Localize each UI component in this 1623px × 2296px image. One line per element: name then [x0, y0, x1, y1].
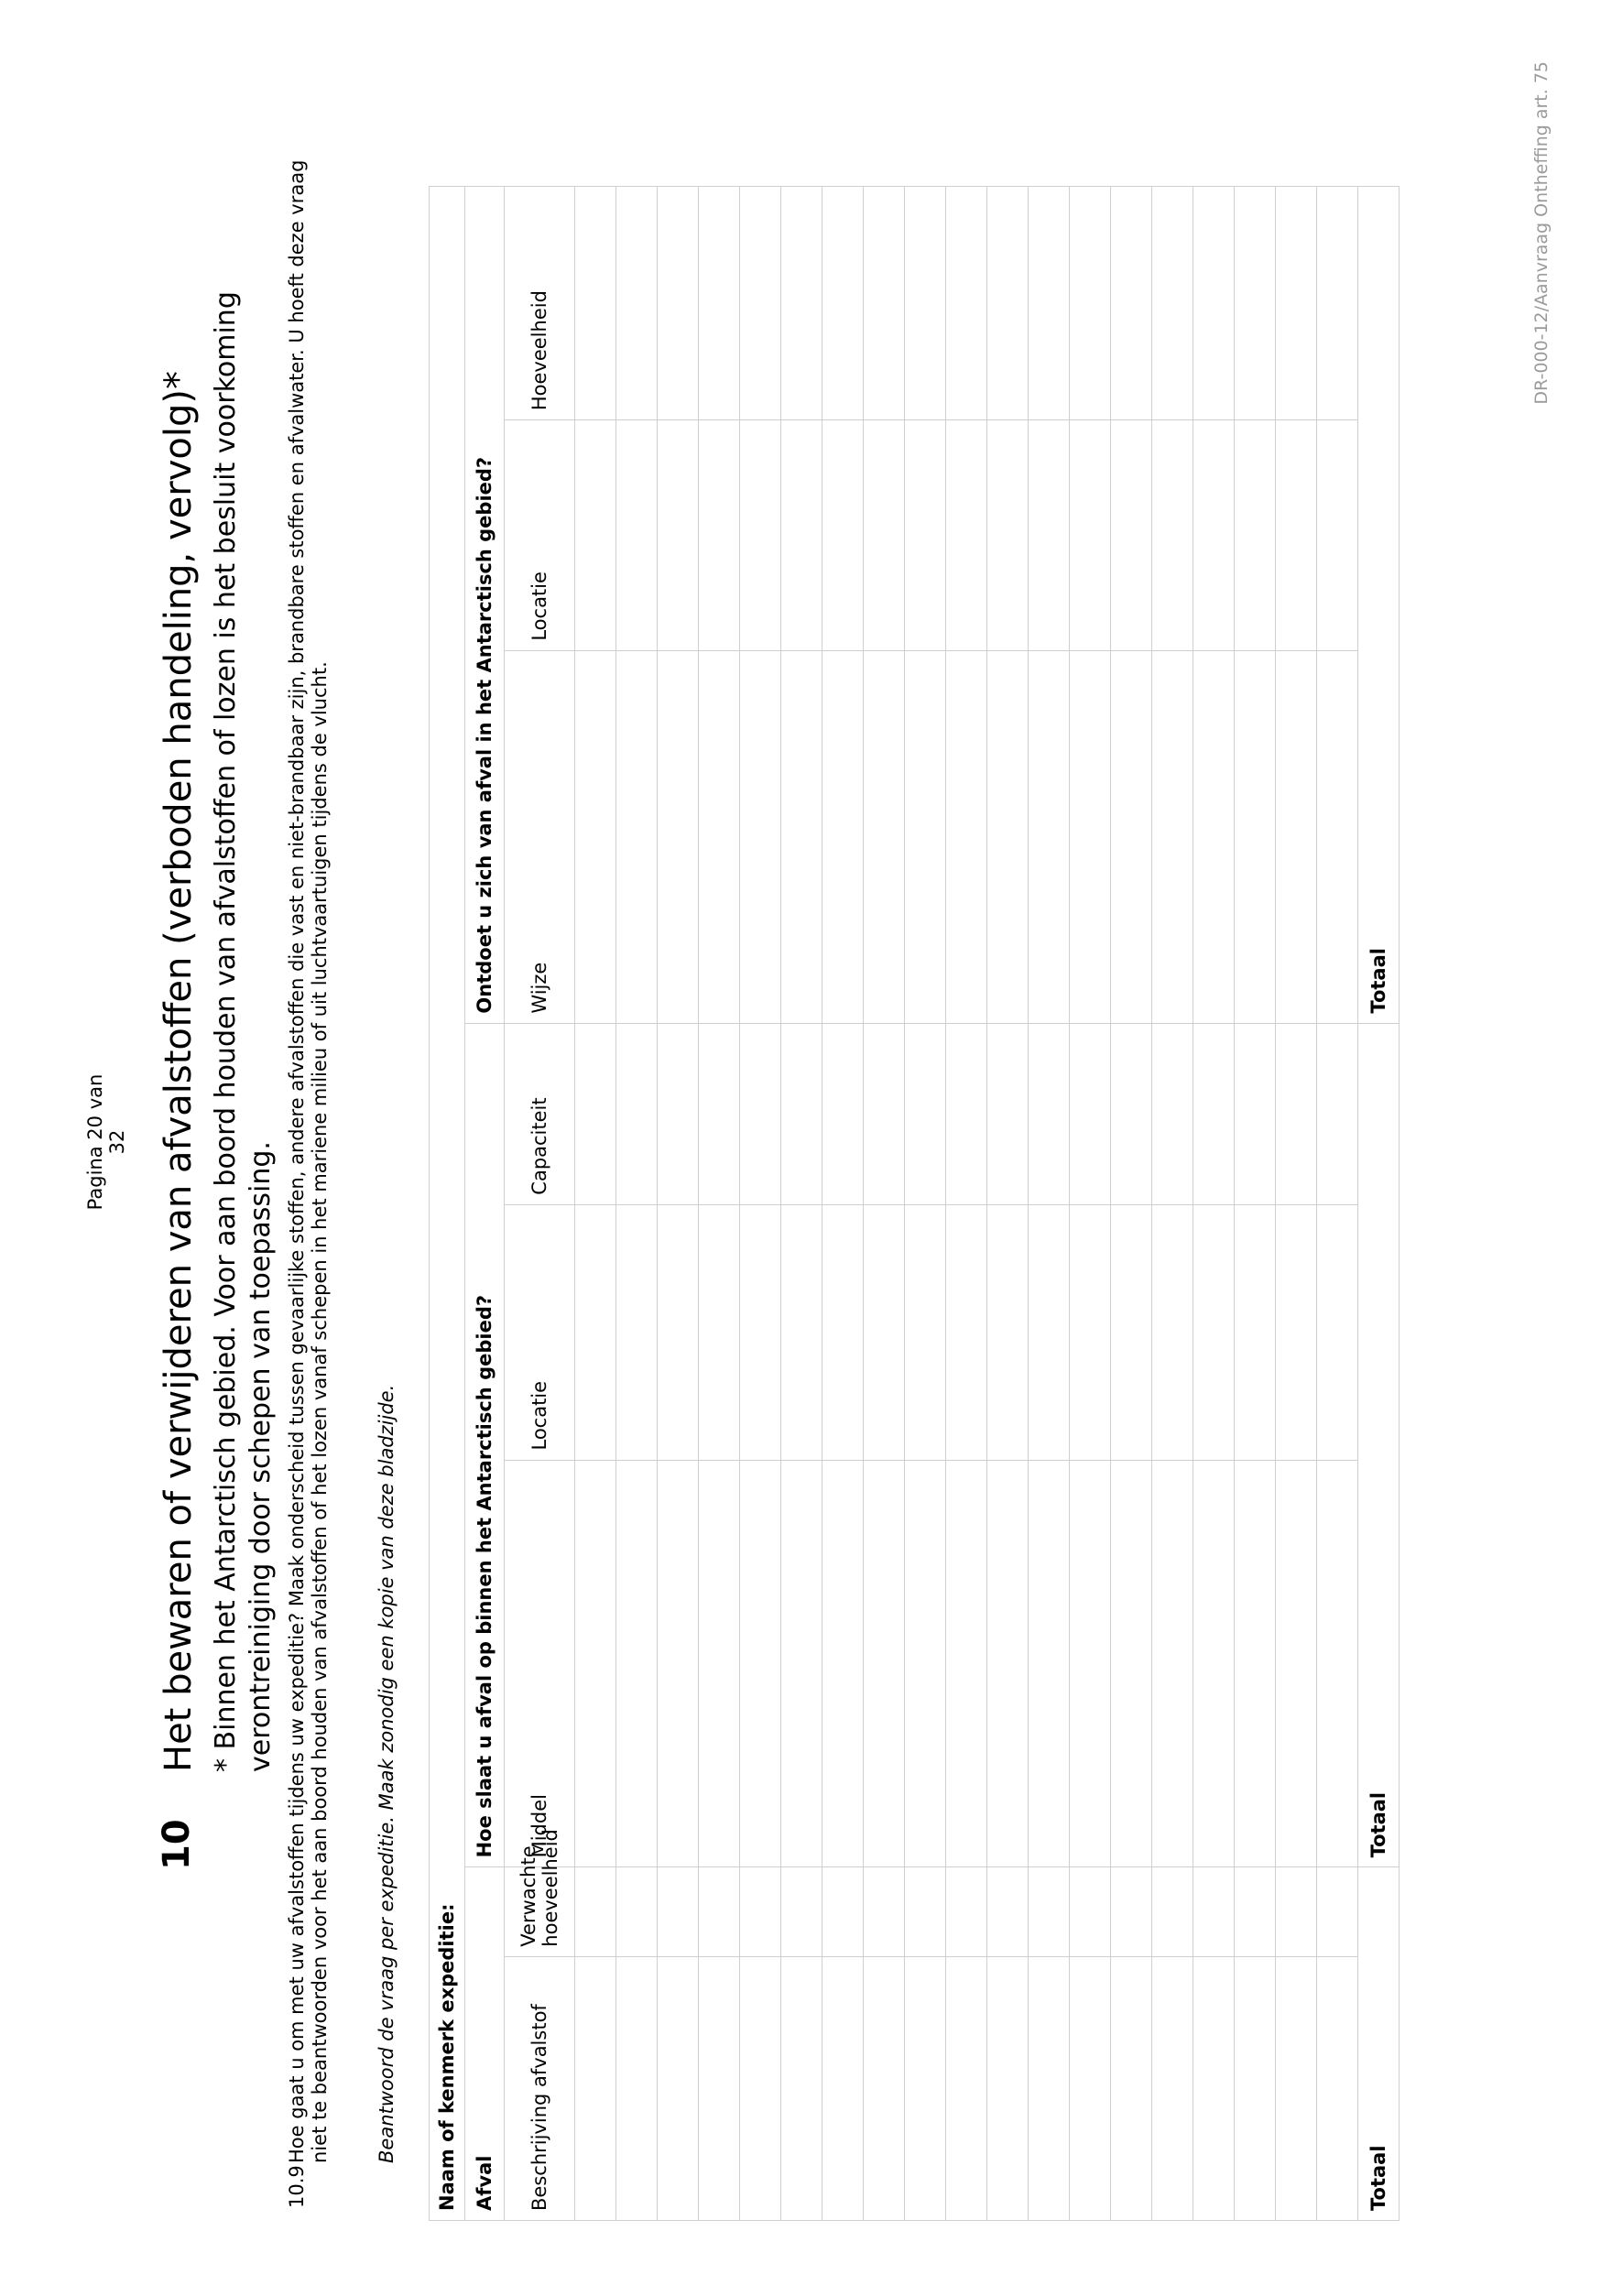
table-cell[interactable] — [905, 420, 946, 651]
table-row — [575, 187, 616, 2221]
table-cell[interactable] — [575, 1204, 616, 1460]
table-cell[interactable] — [946, 420, 987, 651]
table-cell[interactable] — [781, 1460, 822, 1867]
table-cell[interactable] — [1317, 420, 1358, 651]
table-cell[interactable] — [1317, 1023, 1358, 1204]
table-cell[interactable] — [616, 1460, 658, 1867]
table-cell[interactable] — [1317, 1460, 1358, 1867]
col-header-quantity: Hoeveelheid — [505, 187, 575, 420]
table-cell[interactable] — [864, 1204, 905, 1460]
table-row — [616, 187, 658, 2221]
table-cell[interactable] — [781, 1867, 822, 1956]
table-cell[interactable] — [1193, 1867, 1235, 1956]
column-header-row — [505, 187, 575, 2221]
table-row — [987, 187, 1029, 2221]
table-cell[interactable] — [1317, 650, 1358, 1023]
group-header-row — [465, 187, 505, 2221]
total-storage: Totaal — [1358, 1023, 1400, 1867]
table-row — [1193, 187, 1235, 2221]
table-cell[interactable] — [616, 1204, 658, 1460]
table-cell[interactable] — [822, 1023, 864, 1204]
table-cell[interactable] — [699, 1023, 740, 1204]
table-cell[interactable] — [822, 1867, 864, 1956]
table-cell[interactable] — [987, 1460, 1029, 1867]
table-cell[interactable] — [905, 1460, 946, 1867]
table-cell[interactable] — [905, 1204, 946, 1460]
table-cell[interactable] — [699, 1956, 740, 2220]
table-cell[interactable] — [822, 650, 864, 1023]
table-cell[interactable] — [740, 187, 781, 420]
table-cell[interactable] — [658, 187, 699, 420]
table-cell[interactable] — [1317, 1204, 1358, 1460]
table-cell[interactable] — [781, 1956, 822, 2220]
table-cell[interactable] — [616, 1023, 658, 1204]
table-cell[interactable] — [616, 1956, 658, 2220]
table-cell[interactable] — [1235, 187, 1276, 420]
table-cell[interactable] — [1276, 187, 1317, 420]
table-cell[interactable] — [1111, 1023, 1152, 1204]
table-cell[interactable] — [1070, 187, 1111, 420]
table-cell[interactable] — [1070, 1023, 1111, 1204]
table-row — [1070, 187, 1111, 2221]
table-cell[interactable] — [1152, 187, 1193, 420]
table-cell[interactable] — [658, 1023, 699, 1204]
col-header-description: Beschrijving afvalstof — [505, 1956, 575, 2220]
table-cell[interactable] — [1152, 1204, 1193, 1460]
table-row — [658, 187, 699, 2221]
table-cell[interactable] — [699, 1867, 740, 1956]
table-cell[interactable] — [740, 420, 781, 651]
col-header-means: Middel — [505, 1460, 575, 1867]
table-row — [822, 187, 864, 2221]
table-cell[interactable] — [864, 420, 905, 651]
table-cell[interactable] — [1276, 1460, 1317, 1867]
group-disposal-header: Ontdoet u zich van afval in het Antarctisch gebied? — [465, 187, 505, 1024]
table-cell[interactable] — [905, 187, 946, 420]
table-cell[interactable] — [658, 1956, 699, 2220]
table-cell[interactable] — [1193, 420, 1235, 651]
table-cell[interactable] — [1070, 1867, 1111, 1956]
waste-table — [429, 186, 1400, 2221]
table-cell[interactable] — [905, 1956, 946, 2220]
table-cell[interactable] — [987, 187, 1029, 420]
table-cell[interactable] — [575, 1460, 616, 1867]
table-cell[interactable] — [1111, 1956, 1152, 2220]
table-cell[interactable] — [864, 187, 905, 420]
table-cell[interactable] — [1276, 1956, 1317, 2220]
table-cell[interactable] — [616, 420, 658, 651]
table-cell[interactable] — [1193, 1460, 1235, 1867]
table-cell[interactable] — [946, 1956, 987, 2220]
table-cell[interactable] — [1029, 1204, 1070, 1460]
table-row — [905, 187, 946, 2221]
table-cell[interactable] — [781, 1204, 822, 1460]
table-cell[interactable] — [1070, 650, 1111, 1023]
section-note: * Binnen het Antarctisch gebied. Voor aan boord houden van afvalstoffen of lozen is het besluit voorkoming verontreiniging door schepen van toepassing. — [210, 291, 277, 1772]
table-cell[interactable] — [1235, 650, 1276, 1023]
question-instruction: Beantwoord de vraag per expeditie. Maak zonodig een kopie van deze bladzijde. — [376, 1384, 398, 2163]
table-cell[interactable] — [575, 1867, 616, 1956]
table-cell[interactable] — [946, 650, 987, 1023]
table-cell[interactable] — [1029, 1867, 1070, 1956]
expedition-row — [430, 187, 465, 2221]
table-cell[interactable] — [946, 1867, 987, 1956]
expedition-name-field[interactable]: Naam of kenmerk expeditie: — [430, 187, 465, 2221]
table-cell[interactable] — [822, 187, 864, 420]
table-cell[interactable] — [946, 187, 987, 420]
table-cell[interactable] — [1317, 1956, 1358, 2220]
table-cell[interactable] — [1317, 187, 1358, 420]
table-cell[interactable] — [822, 1460, 864, 1867]
table-cell[interactable] — [740, 1460, 781, 1867]
group-waste-header: Afval — [465, 1867, 505, 2221]
total-disposal: Totaal — [1358, 187, 1400, 1024]
table-cell[interactable] — [1193, 1023, 1235, 1204]
table-cell[interactable] — [864, 1867, 905, 1956]
table-row — [699, 187, 740, 2221]
table-row — [1152, 187, 1193, 2221]
table-cell[interactable] — [781, 650, 822, 1023]
table-cell[interactable] — [575, 420, 616, 651]
total-row — [1358, 187, 1400, 2221]
table-cell[interactable] — [740, 1867, 781, 1956]
table-cell[interactable] — [864, 1023, 905, 1204]
table-cell[interactable] — [781, 187, 822, 420]
table-cell[interactable] — [658, 650, 699, 1023]
table-cell[interactable] — [1193, 187, 1235, 420]
table-cell[interactable] — [1235, 1023, 1276, 1204]
form-code-footer: DR-000-12/Aanvraag Ontheffing art. 75 — [1531, 61, 1552, 405]
table-cell[interactable] — [1029, 187, 1070, 420]
table-cell[interactable] — [781, 420, 822, 651]
total-waste: Totaal — [1358, 1867, 1400, 2221]
table-cell[interactable] — [1193, 1204, 1235, 1460]
table-row — [946, 187, 987, 2221]
table-cell[interactable] — [1029, 650, 1070, 1023]
col-header-expected-quantity: Verwachte hoeveelheid — [505, 1867, 575, 1956]
table-cell[interactable] — [1070, 1460, 1111, 1867]
table-cell[interactable] — [1152, 1867, 1193, 1956]
table-cell[interactable] — [864, 650, 905, 1023]
table-cell[interactable] — [1111, 1460, 1152, 1867]
table-cell[interactable] — [946, 1204, 987, 1460]
table-cell[interactable] — [946, 1023, 987, 1204]
table-cell[interactable] — [1111, 650, 1152, 1023]
table-cell[interactable] — [699, 420, 740, 651]
table-cell[interactable] — [616, 650, 658, 1023]
table-cell[interactable] — [658, 1867, 699, 1956]
table-cell[interactable] — [987, 1204, 1029, 1460]
table-cell[interactable] — [1029, 1023, 1070, 1204]
table-cell[interactable] — [1111, 1867, 1152, 1956]
table-cell[interactable] — [740, 1023, 781, 1204]
table-cell[interactable] — [1152, 420, 1193, 651]
table-cell[interactable] — [1235, 420, 1276, 651]
table-row — [1029, 187, 1070, 2221]
table-cell[interactable] — [946, 1460, 987, 1867]
table-cell[interactable] — [1111, 420, 1152, 651]
table-row — [781, 187, 822, 2221]
table-cell[interactable] — [1235, 1867, 1276, 1956]
table-cell[interactable] — [1070, 1204, 1111, 1460]
table-cell[interactable] — [1152, 650, 1193, 1023]
table-cell[interactable] — [1193, 1956, 1235, 2220]
table-cell[interactable] — [740, 1204, 781, 1460]
table-cell[interactable] — [1029, 1460, 1070, 1867]
table-cell[interactable] — [822, 420, 864, 651]
table-cell[interactable] — [575, 1956, 616, 2220]
table-cell[interactable] — [699, 650, 740, 1023]
table-cell[interactable] — [575, 1023, 616, 1204]
table-cell[interactable] — [740, 650, 781, 1023]
table-cell[interactable] — [616, 1867, 658, 1956]
col-header-capacity: Capaciteit — [505, 1023, 575, 1204]
table-cell[interactable] — [699, 1204, 740, 1460]
table-cell[interactable] — [1276, 1867, 1317, 1956]
table-cell[interactable] — [1111, 1204, 1152, 1460]
table-cell[interactable] — [1193, 650, 1235, 1023]
table-cell[interactable] — [822, 1204, 864, 1460]
table-cell[interactable] — [658, 420, 699, 651]
col-header-storage-location: Locatie — [505, 1204, 575, 1460]
table-cell[interactable] — [864, 1460, 905, 1867]
section-title: Het bewaren of verwijderen van afvalstoffen (verboden handeling, vervolg)* — [158, 371, 200, 1772]
section-number: 10 — [156, 1819, 198, 1870]
table-cell[interactable] — [1070, 1956, 1111, 2220]
table-cell[interactable] — [740, 1956, 781, 2220]
group-storage-header: Hoe slaat u afval op binnen het Antarctisch gebied? — [465, 1023, 505, 1867]
col-header-method: Wijze — [505, 650, 575, 1023]
page-number: Pagina 20 van 32 — [84, 1073, 128, 1211]
table-cell[interactable] — [864, 1956, 905, 2220]
table-cell[interactable] — [987, 1023, 1029, 1204]
table-cell[interactable] — [822, 1956, 864, 2220]
table-cell[interactable] — [1152, 1023, 1193, 1204]
table-cell[interactable] — [781, 1023, 822, 1204]
table-cell[interactable] — [575, 650, 616, 1023]
table-cell[interactable] — [699, 1460, 740, 1867]
table-cell[interactable] — [1029, 1956, 1070, 2220]
table-cell[interactable] — [987, 650, 1029, 1023]
table-cell[interactable] — [1029, 420, 1070, 651]
table-cell[interactable] — [616, 187, 658, 420]
table-row — [1276, 187, 1317, 2221]
table-cell[interactable] — [987, 420, 1029, 651]
table-cell[interactable] — [905, 1867, 946, 1956]
table-cell[interactable] — [1152, 1956, 1193, 2220]
table-cell[interactable] — [1276, 650, 1317, 1023]
table-cell[interactable] — [1235, 1460, 1276, 1867]
table-cell[interactable] — [699, 187, 740, 420]
table-cell[interactable] — [658, 1460, 699, 1867]
table-cell[interactable] — [1317, 1867, 1358, 1956]
table-cell[interactable] — [905, 650, 946, 1023]
table-cell[interactable] — [1070, 420, 1111, 651]
data-rows — [575, 187, 1358, 2221]
col-header-disposal-location: Locatie — [505, 420, 575, 651]
table-cell[interactable] — [905, 1023, 946, 1204]
table-cell[interactable] — [658, 1204, 699, 1460]
table-row — [1111, 187, 1152, 2221]
table-cell[interactable] — [1235, 1956, 1276, 2220]
table-cell[interactable] — [575, 187, 616, 420]
table-cell[interactable] — [1111, 187, 1152, 420]
table-cell[interactable] — [987, 1867, 1029, 1956]
table-cell[interactable] — [1276, 420, 1317, 651]
table-row — [864, 187, 905, 2221]
table-cell[interactable] — [1276, 1023, 1317, 1204]
question-number: 10.9 — [286, 2165, 308, 2208]
table-row — [740, 187, 781, 2221]
table-cell[interactable] — [1235, 1204, 1276, 1460]
question-text: Hoe gaat u om met uw afvalstoffen tijdens uw expeditie? Maak onderscheid tussen gevaarlijke stoffen, andere afvalstoffen die vast en niet-brandbaar zijn, brandbare stoffen en afvalwater. U hoeft deze vraag niet te beantwoorden voor het aan boord houden van afvalstoffen of het lozen vanaf schepen in het mariene milieu of uit luchtvaartuigen tijdens de vlucht. — [286, 159, 331, 2163]
table-row — [1317, 187, 1358, 2221]
table-row — [1235, 187, 1276, 2221]
table-cell[interactable] — [1276, 1204, 1317, 1460]
table-cell[interactable] — [987, 1956, 1029, 2220]
table-cell[interactable] — [1152, 1460, 1193, 1867]
